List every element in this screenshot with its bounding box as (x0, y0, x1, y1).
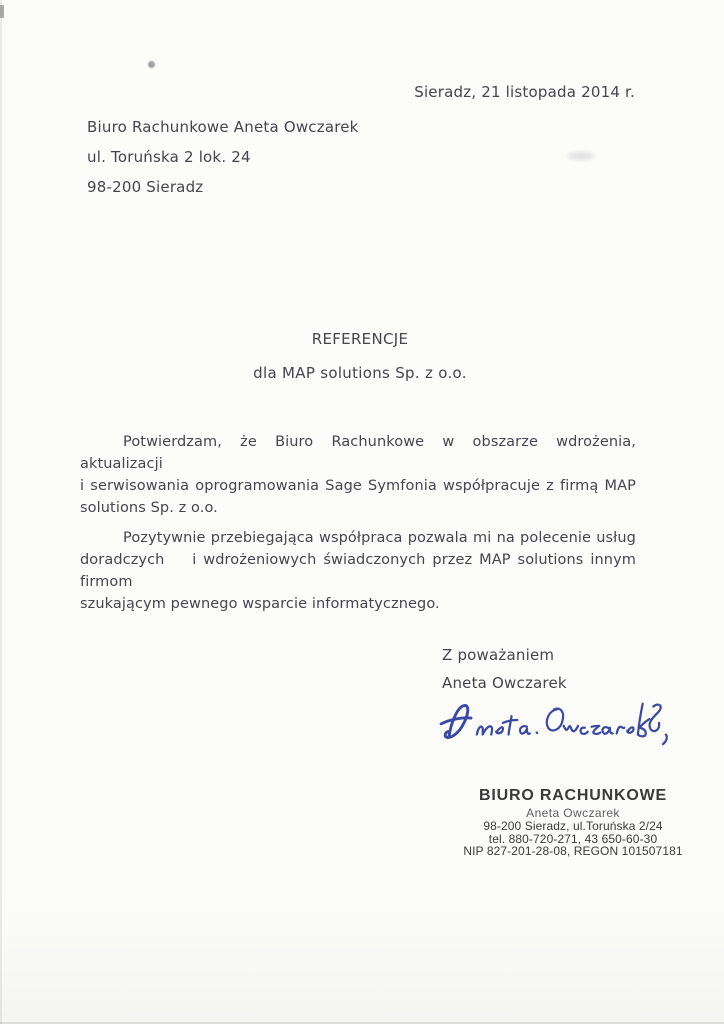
body-line: solutions Sp. z o.o. (80, 500, 218, 516)
scan-smudge (568, 152, 594, 160)
letter-body (80, 431, 636, 615)
body-line: i serwisowania oprogramowania Sage Symfonia współpracuje z firmą MAP (80, 478, 636, 494)
sender-city: 98-200 Sieradz (87, 178, 204, 196)
title-block (80, 330, 640, 382)
body-paragraph-1 (80, 431, 636, 519)
stamp-company-name: BIURO RACHUNKOWE (479, 787, 667, 804)
sender-name: Biuro Rachunkowe Aneta Owczarek (87, 118, 359, 136)
signature-ink-icon (434, 694, 672, 748)
valediction: Z poważaniem (442, 646, 555, 664)
handwritten-signature (434, 694, 672, 748)
body-paragraph-2 (80, 527, 636, 615)
letter-title: REFERENCJE (311, 330, 409, 348)
sender-street: ul. Toruńska 2 lok. 24 (87, 148, 251, 166)
scan-edge-artifact (0, 0, 2, 1024)
signer-name: Aneta Owczarek (442, 674, 567, 692)
stamp-phone: tel. 880-720-271, 43 650-60-30 (488, 831, 658, 846)
body-line: doradczych i wdrożeniowych świadczonych przez MAP solutions innym firmom (80, 552, 636, 590)
stamp-nip-regon: NIP 827-201-28-08, REGON 101507181 (463, 844, 683, 858)
stamp-owner-name: Aneta Owczarek (526, 806, 620, 820)
body-line: szukającym pewnego wsparcie informatycznego. (80, 596, 440, 612)
stamp-address: 98-200 Sieradz, ul.Toruńska 2/24 (483, 819, 663, 833)
scan-corner-mark (0, 5, 4, 18)
closing-block (442, 646, 567, 692)
date-line: Sieradz, 21 listopada 2014 r. (414, 83, 635, 101)
sender-block (87, 112, 359, 202)
scan-speck (148, 61, 155, 68)
body-line: Pozytywnie przebiegająca współpraca pozwala mi na polecenie usług (123, 530, 636, 546)
letter-subtitle: dla MAP solutions Sp. z o.o. (253, 364, 467, 382)
company-stamp (452, 786, 694, 858)
body-line: Potwierdzam, że Biuro Rachunkowe w obszarze wdrożenia, aktualizacji (80, 434, 636, 472)
